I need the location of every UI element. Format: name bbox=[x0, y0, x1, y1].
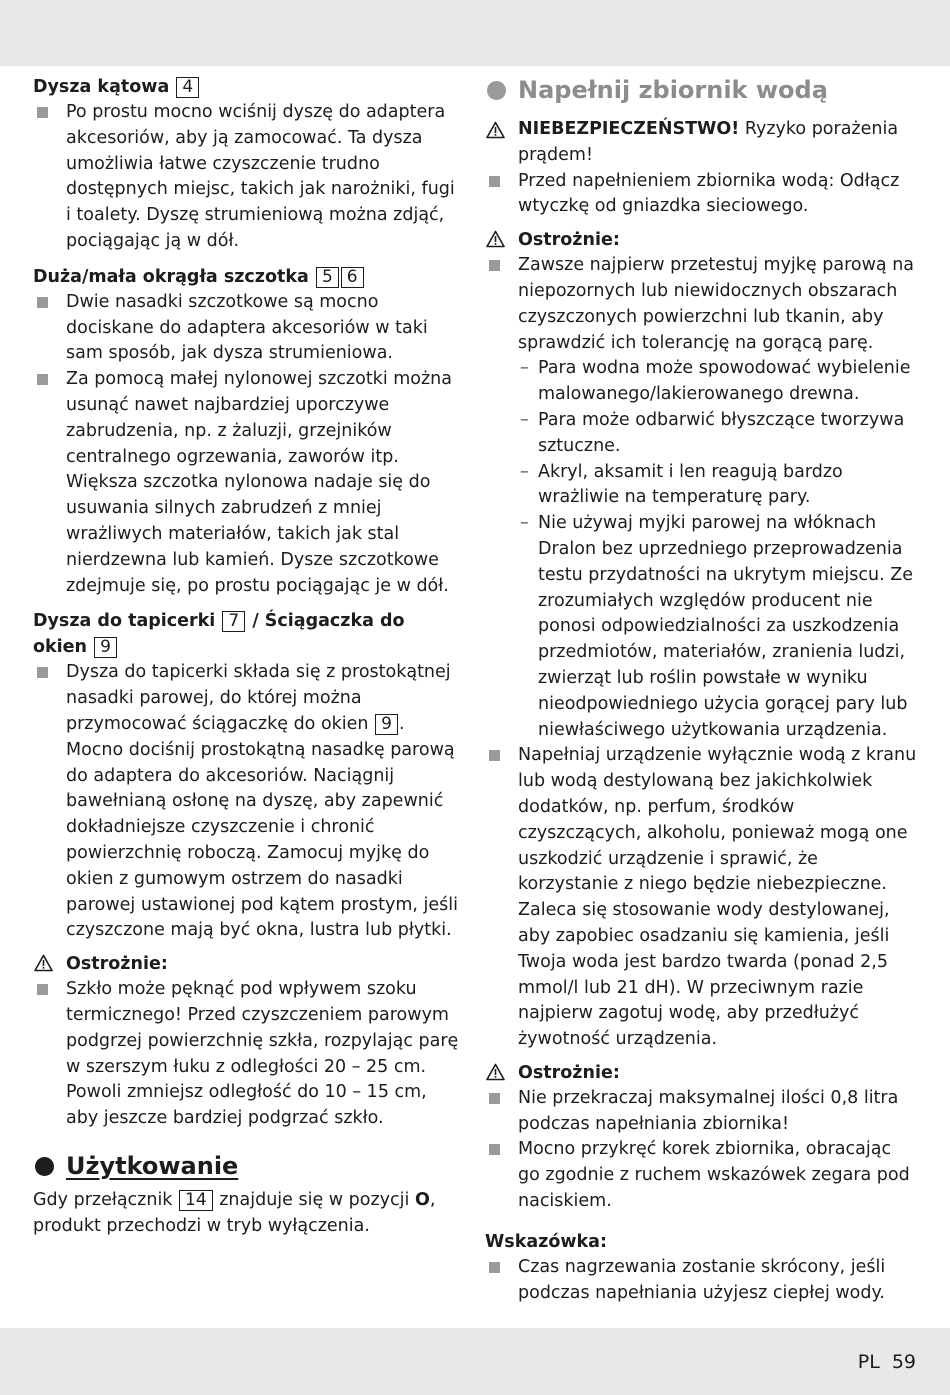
list-item bbox=[33, 660, 463, 944]
caution-heading bbox=[33, 951, 463, 977]
caution-heading bbox=[485, 227, 918, 253]
list-item bbox=[485, 253, 918, 743]
section-bullet-icon bbox=[35, 1157, 54, 1176]
list-item: Przed napełnieniem zbiornika wodą: Odłącz wtyczkę od gniazdka sieciowego. bbox=[485, 169, 918, 221]
brush-list bbox=[33, 290, 463, 600]
warning-triangle-icon bbox=[34, 954, 53, 972]
caution-list bbox=[33, 977, 463, 1132]
part-ref-box: 9 bbox=[375, 714, 398, 735]
caution-list bbox=[485, 253, 918, 1053]
caution-heading bbox=[485, 1060, 918, 1086]
upholstery-heading bbox=[33, 608, 463, 660]
page-footer bbox=[858, 1351, 916, 1373]
fill-tank-title: Napełnij zbiornik wodą bbox=[518, 76, 828, 104]
list-item: Szkło może pęknąć pod wpływem szoku termicznego! Przed czyszczeniem parowym podgrzej powierzchnię szkła, rozpylając parę w szerszym łuku z odległości 20 – 25 cm. Powoli zmniejsz odległość do 10 – 15 cm, aby jeszcze bardziej podgrzać szkło. bbox=[33, 977, 463, 1132]
language-code: PL bbox=[857, 1351, 880, 1373]
part-ref-box: 6 bbox=[341, 267, 364, 288]
upholstery-text-b: . Mocno dociśnij prostokątną nasadkę parową do adaptera do akcesoriów. Naciągnij bawełnianą osłonę na dyszę, aby zapewnić dokładniejsze czyszczenie i chronić powierzchnię roboczą. Zamocuj myjkę do okien z gumowym ostrzem do nasadki parowej ustawionej pod kątem prostym, jeśli czyszczone mają być okna, lustra lub płytki. bbox=[66, 713, 458, 941]
usage-text-a: Gdy przełącznik bbox=[33, 1189, 173, 1210]
section-bullet-icon bbox=[487, 81, 506, 100]
list-item: Nie przekraczaj maksymalnej ilości 0,8 litra podczas napełniania zbiornika! bbox=[485, 1086, 918, 1138]
upholstery-title: Dysza do tapicerki bbox=[33, 611, 216, 632]
dash-item: – Akryl, aksamit i len reagują bardzo wrażliwie na temperaturę pary. bbox=[518, 460, 918, 512]
hint-heading: Wskazówka: bbox=[485, 1231, 607, 1252]
caution-title: Ostrożnie: bbox=[518, 230, 620, 251]
danger-text: Ryzyko porażenia prądem! bbox=[518, 119, 899, 165]
brush-heading bbox=[33, 264, 463, 290]
part-ref-box: 14 bbox=[179, 1190, 213, 1211]
part-ref-box: 5 bbox=[316, 267, 339, 288]
usage-heading bbox=[33, 1150, 463, 1182]
caution-title: Ostrożnie: bbox=[66, 954, 168, 975]
right-column bbox=[485, 74, 918, 1306]
part-ref-box: 4 bbox=[176, 77, 199, 98]
list-item: Czas nagrzewania zostanie skrócony, jeśli podczas napełniania użyjesz ciepłej wody. bbox=[485, 1255, 918, 1307]
warning-triangle-icon bbox=[486, 230, 505, 248]
caution-title: Ostrożnie: bbox=[518, 1062, 620, 1083]
part-ref-box: 9 bbox=[94, 637, 117, 658]
list-item: Napełniaj urządzenie wyłącznie wodą z kranu lub wodą destylowaną bez jakichkolwiek dodatków, np. perfum, środków czyszczących, alkoholu, ponieważ mogą one uszkodzić urządzenie i sprawić, że korzystanie z niego będzie niebezpieczne. Zaleca się stosowanie wody destylowanej, aby zapobiec osadzaniu się kamienia, jeśli Twoja woda jest bardzo twarda (ponad 2,5 mmol/l lub 21 dH). W przeciwnym razie najpierw zagotuj wodę, aby przedłużyć żywotność urządzenia. bbox=[485, 743, 918, 1053]
angle-nozzle-list bbox=[33, 100, 463, 255]
upholstery-text-a: Dysza do tapicerki składa się z prostokątnej nasadki parowej, do której można przymocować ściągaczkę do okien bbox=[66, 662, 451, 734]
fill-list bbox=[485, 169, 918, 221]
usage-title: Użytkowanie bbox=[66, 1151, 239, 1180]
warning-triangle-icon bbox=[486, 1063, 505, 1081]
dash-item: – Nie używaj myjki parowej na włóknach Dralon bez uprzedniego przeprowadzenia testu przydatności na ukrytym miejscu. Ze zrozumiałych względów producent nie ponosi odpowiedzialności za uszkodzenia przedmiotów, materiałów, zranienia ludzi, zwierząt lub roślin powstałe w wyniku nieodpowiedniego użycia gorącej pary lub niewłaściwego użytkowania urządzenia. bbox=[518, 511, 918, 743]
fill-tank-heading bbox=[485, 74, 918, 106]
brush-title: Duża/mała okrągła szczotka bbox=[33, 266, 309, 287]
list-item: Za pomocą małej nylonowej szczotki można usunąć nawet najbardziej uporczywe zabrudzenia, np. z żaluzji, grzejników centralnego ogrzewania, zaworów itp. Większa szczotka nylonowa nadaje się do usuwania silnych zabrudzeń z mniej wrażliwych materiałów, takich jak stal nierdzewna lub kamień. Dysze szczotkowe zdejmuje się, po prostu pociągając je w dół. bbox=[33, 367, 463, 599]
bottom-band bbox=[0, 1328, 950, 1395]
switch-position: O bbox=[414, 1189, 430, 1210]
top-band bbox=[0, 0, 950, 66]
dash-item: – Para wodna może spowodować wybielenie malowanego/lakierowanego drewna. bbox=[518, 356, 918, 408]
warning-triangle-icon bbox=[486, 121, 505, 139]
upholstery-list bbox=[33, 660, 463, 944]
danger-label: NIEBEZPIECZEŃSTWO! bbox=[518, 119, 740, 139]
part-ref-box: 7 bbox=[222, 611, 245, 632]
caution-list bbox=[485, 1086, 918, 1215]
list-item: Dwie nasadki szczotkowe są mocno dociskane do adaptera akcesoriów w taki sam sposób, jak dysza strumieniowa. bbox=[33, 290, 463, 367]
list-item: Mocno przykręć korek zbiornika, obracając go zgodnie z ruchem wskazówek zegara pod naciskiem. bbox=[485, 1137, 918, 1214]
usage-text-c: , produkt przechodzi w tryb wyłączenia. bbox=[33, 1189, 436, 1236]
squeegee-title: / Ściągaczka do okien bbox=[33, 611, 405, 658]
dash-item: – Para może odbarwić błyszczące tworzywa sztuczne. bbox=[518, 408, 918, 460]
left-column bbox=[33, 74, 463, 1239]
angle-nozzle-title: Dysza kątowa bbox=[33, 77, 170, 97]
page-number: 59 bbox=[891, 1351, 916, 1373]
dash-list bbox=[518, 356, 918, 743]
usage-text-b: znajduje się w pozycji bbox=[219, 1189, 410, 1210]
list-item: Po prostu mocno wciśnij dyszę do adaptera akcesoriów, aby ją zamocować. Ta dysza umożliwia łatwe czyszczenie trudno dostępnych miejsc, takich jak narożniki, fugi i toalety. Dyszę strumieniową można zdjąć, pociągając ją w dół. bbox=[33, 100, 463, 255]
usage-paragraph bbox=[33, 1188, 463, 1240]
caution-intro: Zawsze najpierw przetestuj myjkę parową na niepozornych lub niewidocznych obszarach czyszczonych powierzchni lub tkanin, aby sprawdzić ich tolerancję na gorącą parę. bbox=[518, 255, 915, 353]
hint-list bbox=[485, 1255, 918, 1307]
angle-nozzle-heading bbox=[33, 74, 463, 100]
danger-paragraph bbox=[485, 117, 918, 169]
